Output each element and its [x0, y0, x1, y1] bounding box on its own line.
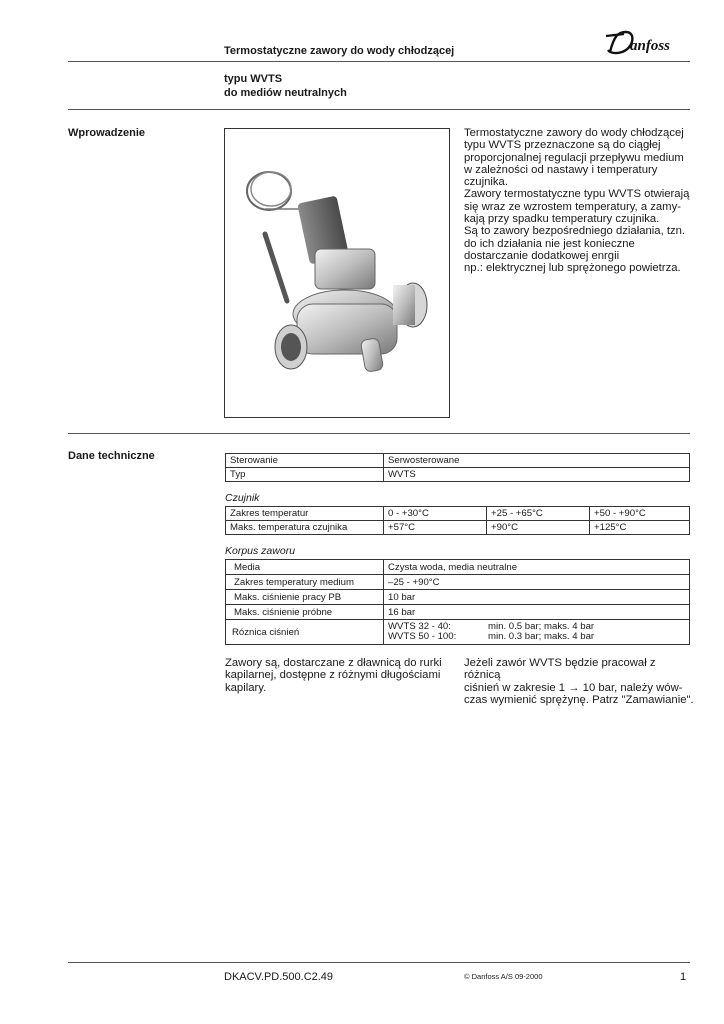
- subtitle-media: do mediów neutralnych: [224, 87, 347, 99]
- svg-text:anfoss: anfoss: [630, 38, 671, 54]
- table-row: [226, 468, 690, 482]
- row-label: Maks. temperatura czujnika: [226, 521, 384, 535]
- row-value: Serwosterowane: [384, 454, 690, 468]
- row-value: 10 bar: [384, 590, 690, 605]
- valve-illustration-icon: [225, 129, 449, 417]
- intro-line: do ich działania nie jest konieczne: [464, 237, 635, 250]
- table-row: [226, 454, 690, 468]
- valve-photo: [224, 128, 450, 418]
- note-text: 10 bar, należy wów-: [579, 681, 683, 694]
- row-value: +57°C: [384, 521, 487, 535]
- sensor-label: Czujnik: [225, 492, 260, 504]
- table-row: [226, 575, 690, 590]
- row-value: +25 - +65°C: [487, 507, 590, 521]
- copyright: © Danfoss A/S 09-2000: [464, 972, 543, 981]
- table-row: [226, 605, 690, 620]
- intro-line: dostarczanie dodatkowej enrgii: [464, 249, 620, 262]
- page-number: 1: [680, 971, 687, 983]
- intro-line: Termostatyczne zawory do wody chłodzącej: [464, 127, 684, 139]
- note-right: [464, 657, 694, 706]
- row-value: +50 - +90°C: [590, 507, 690, 521]
- intro-text: [464, 127, 690, 275]
- sensor-table: [225, 506, 690, 535]
- row-value: +125°C: [590, 521, 690, 535]
- note-line: kapilarnej, dostępne z różnymi długościami: [225, 669, 441, 682]
- note-line: [464, 682, 694, 694]
- intro-line: się wraz ze wzrostem temperatury, a zamy-: [464, 200, 681, 213]
- diff-range: min. 0.3 bar; maks. 4 bar: [488, 631, 595, 642]
- row-label: Typ: [226, 468, 384, 482]
- note-line: Zawory są, dostarczane z dławnicą do rurki: [225, 657, 442, 669]
- row-label: Zakres temperatury medium: [226, 575, 384, 590]
- note-line: kapilary.: [225, 681, 267, 694]
- note-text: ciśnień w zakresie 1: [464, 681, 569, 694]
- body-label: Korpus zaworu: [225, 545, 296, 557]
- section-rule: [68, 433, 690, 434]
- body-table: [225, 559, 690, 645]
- intro-heading: Wprowadzenie: [68, 127, 146, 139]
- row-value: 0 - +30°C: [384, 507, 487, 521]
- diff-model: WVTS 32 - 40:: [388, 621, 451, 632]
- danfoss-logo-icon: [604, 28, 690, 58]
- row-value: –25 - +90°C: [384, 575, 690, 590]
- document-code: DKACV.PD.500.C2.49: [224, 971, 334, 983]
- table-row: [226, 620, 690, 645]
- intro-line: typu WVTS przeznaczone są do ciągłej: [464, 139, 661, 152]
- header-rule: [68, 61, 690, 62]
- table-row: [226, 507, 690, 521]
- row-value: Czysta woda, media neutralne: [384, 560, 690, 575]
- page-title: Termostatyczne zawory do wody chłodzącej: [224, 45, 455, 57]
- arrow-right-icon: →: [568, 681, 580, 694]
- row-label: Róznica ciśnień: [226, 620, 384, 645]
- table-row: [226, 560, 690, 575]
- intro-line: Zawory termostatyczne typu WVTS otwierają: [464, 188, 690, 201]
- intro-line: Są to zawory bezpośredniego działania, tzn.: [464, 225, 686, 238]
- diff-model: WVTS 50 - 100:: [388, 631, 457, 642]
- row-label: Maks. ciśnienie próbne: [226, 605, 384, 620]
- intro-line: w zależności od nastawy i temperatury: [464, 163, 658, 176]
- row-label: Media: [226, 560, 384, 575]
- row-value: WVTS: [384, 468, 690, 482]
- intro-line: czujnika.: [464, 176, 508, 189]
- table-row: [226, 521, 690, 535]
- footer-rule: [68, 962, 690, 963]
- subtitle-type: typu WVTS: [224, 73, 283, 85]
- row-value: [384, 620, 690, 645]
- note-line: czas wymienić sprężynę. Patrz "Zamawianie".: [464, 693, 694, 706]
- row-label: Maks. ciśnienie pracy PB: [226, 590, 384, 605]
- danfoss-logo: [604, 28, 690, 58]
- row-value: 16 bar: [384, 605, 690, 620]
- note-line: Jeżeli zawór WVTS będzie pracował z różnicą: [464, 657, 656, 682]
- tech-heading: Dane techniczne: [68, 450, 155, 462]
- row-value: +90°C: [487, 521, 590, 535]
- table-row: [226, 590, 690, 605]
- subtitle-rule: [68, 109, 690, 110]
- intro-line: proporcjonalnej regulacji przepływu medium: [464, 151, 684, 164]
- intro-line: np.: elektrycznej lub sprężonego powietrza.: [464, 262, 681, 275]
- diff-range: min. 0.5 bar; maks. 4 bar: [488, 621, 595, 632]
- intro-line: kają przy spadku temperatury czujnika.: [464, 213, 660, 226]
- general-table: [225, 453, 690, 482]
- row-label: Sterowanie: [226, 454, 384, 468]
- note-left: [225, 657, 453, 694]
- row-label: Zakres temperatur: [226, 507, 384, 521]
- diff-line: [388, 632, 685, 642]
